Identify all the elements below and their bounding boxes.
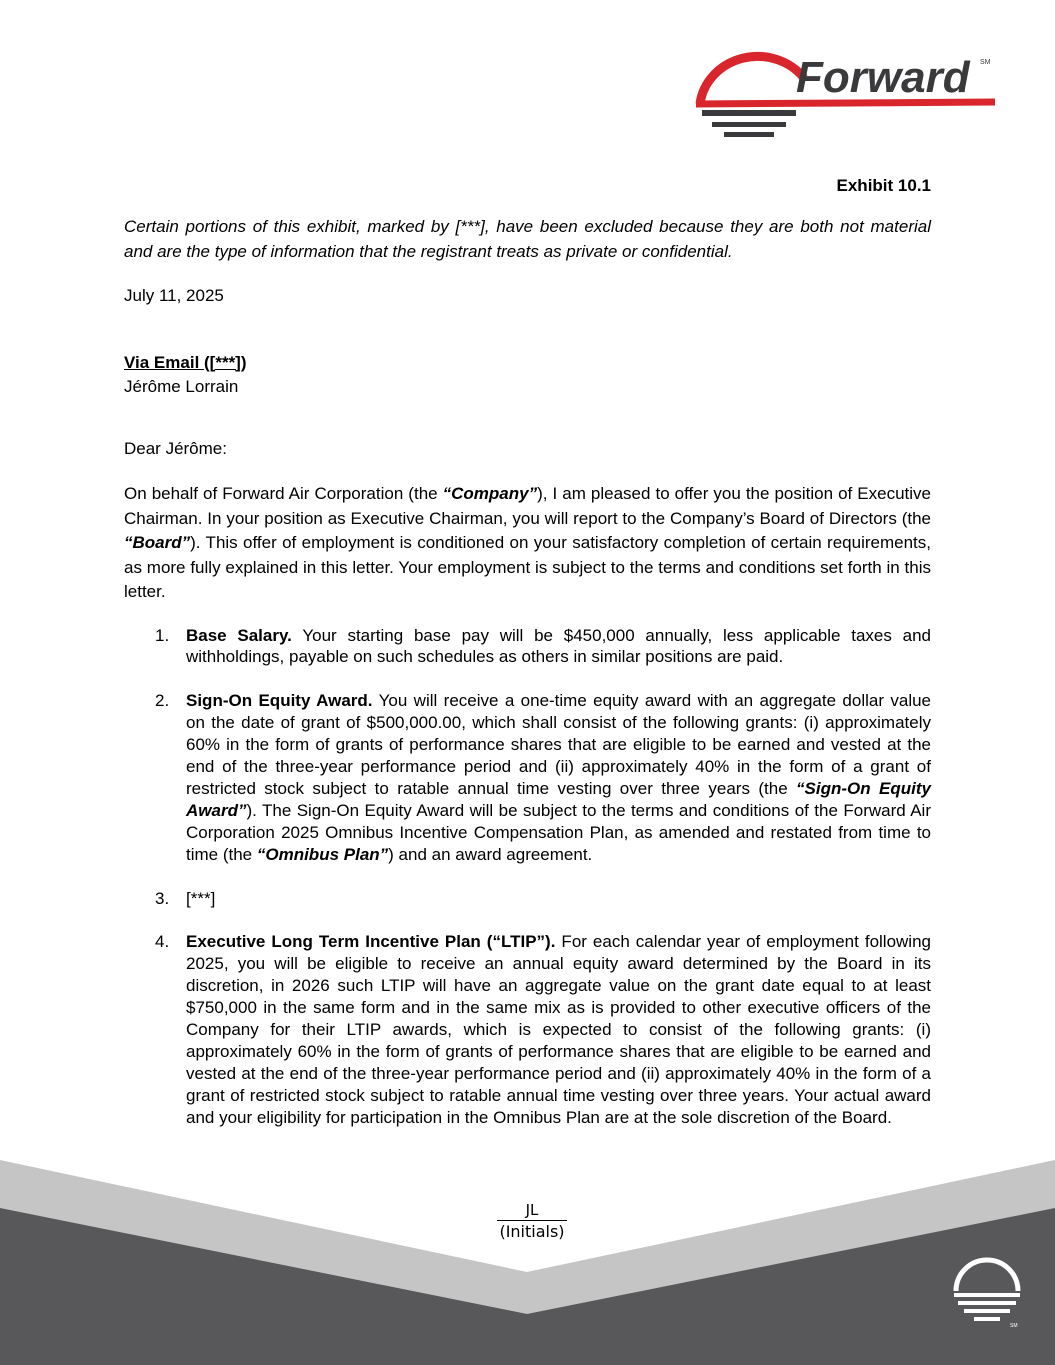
item-title: Executive Long Term Incentive Plan (“LTIP”). xyxy=(186,932,556,952)
item-number: 1. xyxy=(155,625,170,645)
intro-text-1: On behalf of Forward Air Corporation (the xyxy=(124,484,443,503)
corner-service-mark: SM xyxy=(1010,1323,1018,1329)
item-text: ). The Sign-On Equity Award will be subject to the terms and conditions of the Forward Air Corporation 2025 Omnibus Incentive Compensation Plan, as amended and restated from time to time (the xyxy=(186,800,931,864)
item-number: 3. xyxy=(155,888,170,908)
item-number: 4. xyxy=(155,932,170,952)
item-text: ) and an award agreement. xyxy=(388,844,593,864)
intro-text-2: ), I am pleased to offer you the position of Executive Chairman. In your position as Executive Chairman, you will report to the Company’s Board of Directors (the xyxy=(124,484,931,528)
initials-mark: JL xyxy=(497,1200,567,1221)
offer-terms-list xyxy=(124,625,931,1129)
company-defined-term: “Company” xyxy=(442,484,538,503)
item-title: Sign-On Equity Award. xyxy=(186,691,373,711)
omnibus-plan-defined-term: “Omnibus Plan” xyxy=(256,844,389,864)
salutation: Dear Jérôme: xyxy=(124,438,227,458)
delivery-method: Via Email ([***]) xyxy=(124,352,247,372)
letter-body xyxy=(124,215,931,1151)
item-text: [***] xyxy=(186,888,216,908)
exhibit-number: Exhibit 10.1 xyxy=(836,176,931,195)
footer-chevron-band xyxy=(0,1160,1055,1365)
corner-sun-logo-icon xyxy=(950,1255,1024,1329)
item-text: Your starting base pay will be $450,000 annually, less applicable taxes and withholdings, payable on such schedules as others in similar positions are paid. xyxy=(186,625,931,667)
recipient-name: Jérôme Lorrain xyxy=(124,376,239,396)
item-text: You will receive a one-time equity award with an aggregate dollar value on the date of grant of $500,000.00, which shall consist of the following grants: (i) approximately 60% in the form of grants of performance shares that are eligible to be earned and vested at the end of the three-year performance period and (ii) approximately 40% in the form of a grant of restricted stock subject to ratable annual time vesting over three years (the xyxy=(186,691,932,798)
initials-label: (Initials) xyxy=(499,1222,565,1241)
letter-date: July 11, 2025 xyxy=(124,286,224,305)
confidentiality-disclaimer: Certain portions of this exhibit, marked by [***], have been excluded because they are both not material and are the type of information that the registrant treats as private or confidential. xyxy=(124,217,931,261)
intro-text-3: ). This offer of employment is conditioned on your satisfactory completion of certain requirements, as more fully explained in this letter. Your employment is subject to the terms and conditions set forth in this letter. xyxy=(124,533,931,601)
list-item-ltip xyxy=(124,931,931,1128)
list-item-sign-on-equity xyxy=(124,690,931,865)
initials-block xyxy=(497,1200,567,1243)
sign-on-award-defined-term: “Sign-On Equity Award” xyxy=(186,778,931,820)
item-number: 2. xyxy=(155,691,170,711)
item-text: For each calendar year of employment following 2025, you will be eligible to receive an annual equity award determined by the Board in its discretion, in 2026 such LTIP will have an aggregate value on the grant date equal to at least $750,000 in the same form and in the same mix as is provided to other executive officers of the Company for their LTIP awards, which is expected to consist of the following grants: (i) approximately 60% in the form of grants of performance shares that are eligible to be earned and vested at the end of the three-year performance period and (ii) approximately 40% in the form of a grant of restricted stock subject to ratable annual time vesting over three years. Your actual award and your eligibility for participation in the Omnibus Plan are at the sole discretion of the Board. xyxy=(186,932,931,1127)
list-item-base-salary xyxy=(124,625,931,669)
logo-wordmark: Forward xyxy=(796,53,970,102)
item-title: Base Salary. xyxy=(186,625,292,645)
intro-paragraph xyxy=(124,482,931,605)
forward-logo xyxy=(690,44,1000,148)
list-item-redacted xyxy=(124,888,931,910)
board-defined-term: “Board” xyxy=(124,533,191,552)
logo-service-mark: SM xyxy=(980,59,991,66)
